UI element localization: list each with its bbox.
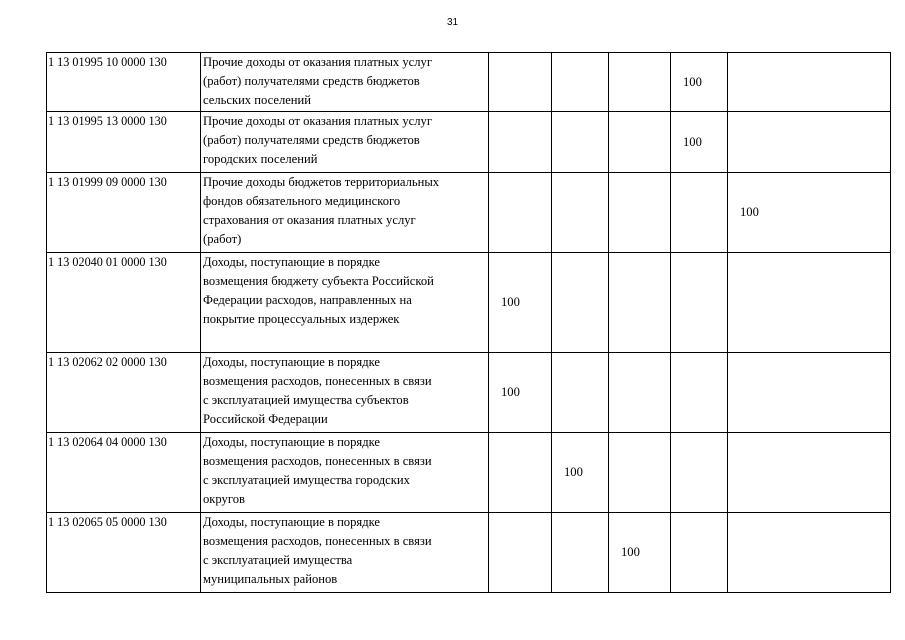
federal-budget-value	[489, 513, 552, 593]
federal-budget-value: 100	[489, 253, 552, 353]
revenue-name-cell	[201, 53, 489, 112]
revenue-name-line: возмещения расходов, понесенных в связи	[203, 374, 432, 388]
revenue-name-cell	[201, 173, 489, 253]
revenue-code-cell: 1 13 02062 02 0000 130	[47, 353, 201, 433]
revenue-name-line: Доходы, поступающие в порядке	[203, 435, 381, 449]
revenue-name-line: Российской Федерации	[203, 412, 328, 426]
city-district-value	[552, 112, 609, 173]
municipal-district-value	[609, 253, 671, 353]
revenue-code-cell: 1 13 01999 09 0000 130	[47, 173, 201, 253]
city-district-value	[552, 253, 609, 353]
revenue-name-line: с эксплуатацией имущества субъектов	[203, 393, 409, 407]
settlement-value	[671, 353, 728, 433]
revenue-name-line: возмещения расходов, понесенных в связи	[203, 534, 432, 548]
insurance-fund-value	[728, 53, 891, 112]
municipal-district-value	[609, 112, 671, 173]
settlement-value	[671, 433, 728, 513]
revenue-name-cell	[201, 353, 489, 433]
insurance-fund-value	[728, 353, 891, 433]
municipal-district-value: 100	[609, 513, 671, 593]
revenue-name-line: Прочие доходы от оказания платных услуг	[203, 114, 432, 128]
revenue-name-line: Доходы, поступающие в порядке	[203, 255, 381, 269]
revenue-name-line: Федерации расходов, направленных на	[203, 293, 412, 307]
table-row	[47, 53, 891, 112]
revenue-code-cell: 1 13 02064 04 0000 130	[47, 433, 201, 513]
municipal-district-value	[609, 53, 671, 112]
table-row	[47, 433, 891, 513]
table-row	[47, 253, 891, 353]
settlement-value	[671, 513, 728, 593]
table-row	[47, 353, 891, 433]
table-row	[47, 513, 891, 593]
revenue-name-line: Доходы, поступающие в порядке	[203, 355, 381, 369]
federal-budget-value	[489, 112, 552, 173]
federal-budget-value	[489, 53, 552, 112]
revenue-name-line: с эксплуатацией имущества городских	[203, 473, 410, 487]
table-row	[47, 173, 891, 253]
revenue-name-line: муниципальных районов	[203, 572, 338, 586]
insurance-fund-value: 100	[728, 173, 891, 253]
revenue-name-line: городских поселений	[203, 152, 318, 166]
city-district-value	[552, 173, 609, 253]
insurance-fund-value	[728, 513, 891, 593]
settlement-value	[671, 173, 728, 253]
revenue-code-cell: 1 13 02040 01 0000 130	[47, 253, 201, 353]
page-number: 31	[446, 17, 459, 28]
revenue-name-line: (работ) получателями средств бюджетов	[203, 74, 420, 88]
city-district-value	[552, 53, 609, 112]
revenue-name-line: возмещения бюджету субъекта Российской	[203, 274, 434, 288]
city-district-value	[552, 353, 609, 433]
revenue-name-line: страхования от оказания платных услуг	[203, 213, 416, 227]
revenue-name-cell	[201, 513, 489, 593]
revenue-name-line: (работ)	[203, 232, 242, 246]
table-row	[47, 112, 891, 173]
revenue-name-line: фондов обязательного медицинского	[203, 194, 401, 208]
federal-budget-value	[489, 173, 552, 253]
settlement-value: 100	[671, 53, 728, 112]
city-district-value: 100	[552, 433, 609, 513]
revenue-name-line: покрытие процессуальных издержек	[203, 312, 400, 326]
revenue-name-line: Прочие доходы бюджетов территориальных	[203, 175, 440, 189]
revenue-name-cell	[201, 112, 489, 173]
revenue-name-line: с эксплуатацией имущества	[203, 553, 353, 567]
municipal-district-value	[609, 353, 671, 433]
revenue-code-cell: 1 13 02065 05 0000 130	[47, 513, 201, 593]
revenue-name-line: Доходы, поступающие в порядке	[203, 515, 381, 529]
revenue-name-line: (работ) получателями средств бюджетов	[203, 133, 420, 147]
revenue-name-cell	[201, 433, 489, 513]
revenue-code-cell: 1 13 01995 10 0000 130	[47, 53, 201, 112]
municipal-district-value	[609, 173, 671, 253]
settlement-value: 100	[671, 112, 728, 173]
municipal-district-value	[609, 433, 671, 513]
city-district-value	[552, 513, 609, 593]
revenue-name-line: сельских поселений	[203, 93, 312, 107]
revenue-name-line: Прочие доходы от оказания платных услуг	[203, 55, 432, 69]
revenue-name-cell	[201, 253, 489, 353]
insurance-fund-value	[728, 112, 891, 173]
revenue-code-cell: 1 13 01995 13 0000 130	[47, 112, 201, 173]
insurance-fund-value	[728, 253, 891, 353]
revenue-distribution-table	[46, 52, 891, 593]
revenue-name-line: возмещения расходов, понесенных в связи	[203, 454, 432, 468]
revenue-name-line: округов	[203, 492, 245, 506]
federal-budget-value: 100	[489, 353, 552, 433]
settlement-value	[671, 253, 728, 353]
insurance-fund-value	[728, 433, 891, 513]
federal-budget-value	[489, 433, 552, 513]
